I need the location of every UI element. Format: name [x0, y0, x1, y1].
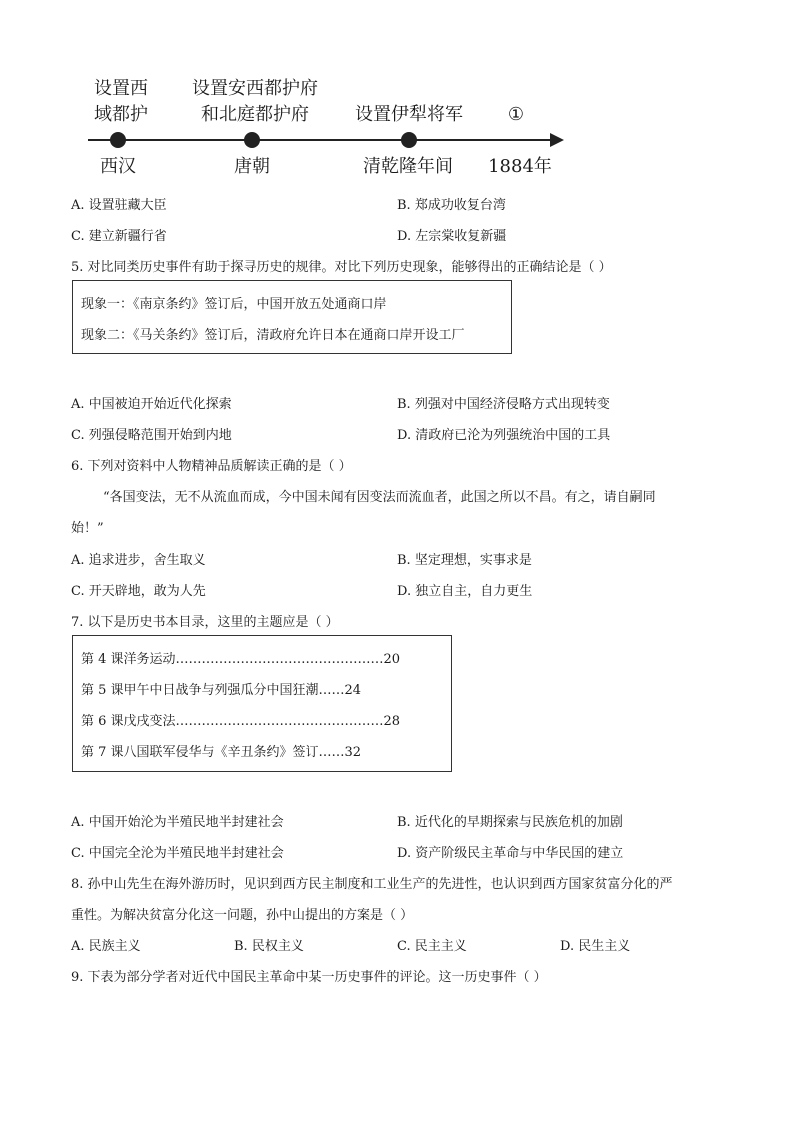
- q6-quote-line-2: 始！”: [71, 521, 104, 536]
- timeline-figure: [80, 60, 580, 180]
- q7-stem: 7. 以下是历史书本目录，这里的主题应是（ ）: [71, 615, 339, 630]
- timeline-label-below: 西汉: [100, 156, 136, 177]
- timeline-dot: [401, 132, 417, 148]
- q8-option-a[interactable]: A. 民族主义: [71, 939, 141, 954]
- q7-option-b[interactable]: B. 近代化的早期探索与民族危机的加剧: [397, 815, 623, 830]
- timeline-label-below: 1884年: [488, 156, 552, 177]
- q5-option-d[interactable]: D. 清政府已沦为列强统治中国的工具: [397, 428, 611, 443]
- timeline-arrow-icon: [550, 133, 564, 147]
- timeline-dot: [110, 132, 126, 148]
- q7-option-a[interactable]: A. 中国开始沦为半殖民地半封建社会: [71, 815, 284, 830]
- q6-quote-line-1: “各国变法，无不从流血而成，今中国未闻有因变法而流血者，此国之所以不昌。有之，请自嗣同: [103, 490, 656, 505]
- q6-option-d[interactable]: D. 独立自主，自力更生: [397, 584, 533, 599]
- q8-option-d[interactable]: D. 民生主义: [560, 939, 631, 954]
- q5-option-a[interactable]: A. 中国被迫开始近代化探索: [71, 397, 232, 412]
- q7-toc-entry: 第 7 课八国联军侵华与《辛丑条约》签订……32: [81, 745, 362, 760]
- timeline-label-above: 设置安西都护府 和北庭都护府: [192, 78, 318, 125]
- q4-option-c[interactable]: C. 建立新疆行省: [71, 229, 167, 244]
- q6-option-c[interactable]: C. 开天辟地，敢为人先: [71, 584, 206, 599]
- q5-stem: 5. 对比同类历史事件有助于探寻历史的规律。对比下列历史现象，能够得出的正确结论是（ ）: [71, 260, 612, 275]
- timeline-dot: [244, 132, 260, 148]
- q5-phenomenon-2: 现象二：《马关条约》签订后，清政府允许日本在通商口岸开设工厂: [81, 328, 465, 343]
- timeline-label-below: 清乾隆年间: [363, 156, 453, 177]
- q5-option-c[interactable]: C. 列强侵略范围开始到内地: [71, 428, 232, 443]
- q8-option-b[interactable]: B. 民权主义: [234, 939, 304, 954]
- q7-toc-entry: 第 6 课戊戌变法…………………………………………28: [81, 714, 401, 729]
- q6-stem: 6. 下列对资料中人物精神品质解读正确的是（ ）: [71, 459, 352, 474]
- q4-option-d[interactable]: D. 左宗棠收复新疆: [397, 229, 507, 244]
- q4-option-b[interactable]: B. 郑成功收复台湾: [397, 198, 506, 213]
- q6-option-b[interactable]: B. 坚定理想，实事求是: [397, 553, 532, 568]
- timeline-label-above: ①: [507, 104, 525, 125]
- q7-toc-box: [72, 635, 452, 772]
- q5-option-b[interactable]: B. 列强对中国经济侵略方式出现转变: [397, 397, 610, 412]
- q8-stem-line-1: 8. 孙中山先生在海外游历时，见识到西方民主制度和工业生产的先进性，也认识到西方国家贫富分化的严: [71, 877, 673, 892]
- q8-option-c[interactable]: C. 民主主义: [397, 939, 467, 954]
- q6-option-a[interactable]: A. 追求进步，舍生取义: [71, 553, 206, 568]
- q7-option-d[interactable]: D. 资产阶级民主革命与中华民国的建立: [397, 846, 624, 861]
- q5-phenomenon-1: 现象一：《南京条约》签订后，中国开放五处通商口岸: [81, 297, 387, 312]
- q9-stem: 9. 下表为部分学者对近代中国民主革命中某一历史事件的评论。这一历史事件（ ）: [71, 970, 547, 985]
- timeline-axis: [88, 139, 558, 141]
- q8-stem-line-2: 重性。为解决贫富分化这一问题，孙中山提出的方案是（ ）: [71, 908, 414, 923]
- q7-toc-entry: 第 5 课甲午中日战争与列强瓜分中国狂潮……24: [81, 683, 362, 698]
- q7-toc-entry: 第 4 课洋务运动…………………………………………20: [81, 652, 401, 667]
- timeline-label-above: 设置西 域都护: [94, 78, 148, 125]
- q7-option-c[interactable]: C. 中国完全沦为半殖民地半封建社会: [71, 846, 284, 861]
- q5-phenomena-box: [72, 280, 512, 354]
- timeline-label-above: 设置伊犁将军: [355, 104, 463, 125]
- q4-option-a[interactable]: A. 设置驻藏大臣: [71, 198, 167, 213]
- timeline-label-below: 唐朝: [234, 156, 270, 177]
